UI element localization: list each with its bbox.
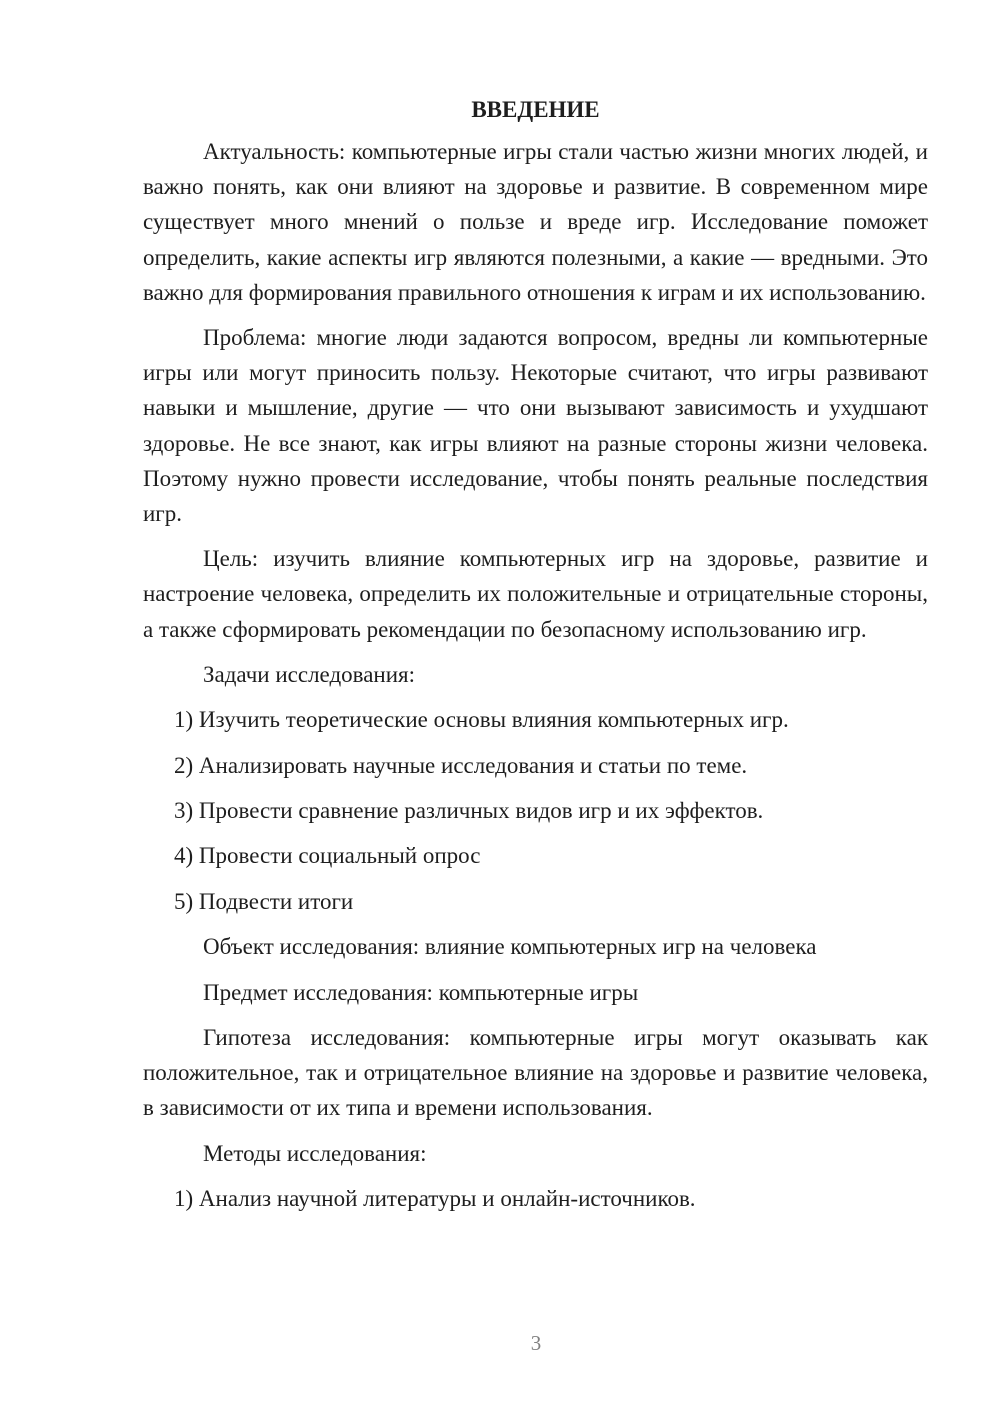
research-subject: Предмет исследования: компьютерные игры xyxy=(203,979,639,1005)
paragraph-goal: Цель: изучить влияние компьютерных игр на здоровье, развитие и настроение человека, определить их положительные и отрицательные стороны, а также сформировать рекомендации по безопасному использованию игр. xyxy=(143,546,928,642)
section-heading: ВВЕДЕНИЕ xyxy=(471,97,600,122)
paragraph-hypothesis: Гипотеза исследования: компьютерные игры могут оказывать как положительное, так и отрицательное влияние на здоровье и развитие человека, в зависимости от их типа и времени использования. xyxy=(143,1024,928,1121)
page-content xyxy=(143,92,928,1226)
task-item: 4) Провести социальный опрос xyxy=(174,843,481,869)
research-object: Объект исследования: влияние компьютерных игр на человека xyxy=(203,934,817,960)
tasks-title: Задачи исследования: xyxy=(203,661,416,687)
task-item: 5) Подвести итоги xyxy=(174,888,354,914)
task-item: 3) Провести сравнение различных видов игр и их эффектов. xyxy=(174,798,764,824)
paragraph-problem: Проблема: многие люди задаются вопросом, вредны ли компьютерные игры или могут приносить пользу. Некоторые считают, что игры развивают навыки и мышление, другие — что они вызывают зависимость и ухудшают здоровье. Не все знают, как игры влияют на разные стороны жизни человека. Поэтому нужно провести исследование, чтобы понять реальные последствия игр. xyxy=(143,325,928,527)
methods-title: Методы исследования: xyxy=(203,1140,427,1166)
task-item: 1) Изучить теоретические основы влияния компьютерных игр. xyxy=(174,707,789,733)
method-item: 1) Анализ научной литературы и онлайн-источников. xyxy=(174,1185,696,1211)
page-number: 3 xyxy=(530,1331,542,1355)
paragraph-relevance: Актуальность: компьютерные игры стали частью жизни многих людей, и важно понять, как они влияют на здоровье и развитие. В современном мире существует много мнений о пользе и вреде игр. Исследование поможет определить, какие аспекты игр являются полезными, а какие — вредными. Это важно для формирования правильного отношения к играм и их использованию. xyxy=(143,139,928,305)
task-item: 2) Анализировать научные исследования и статьи по теме. xyxy=(174,752,748,778)
